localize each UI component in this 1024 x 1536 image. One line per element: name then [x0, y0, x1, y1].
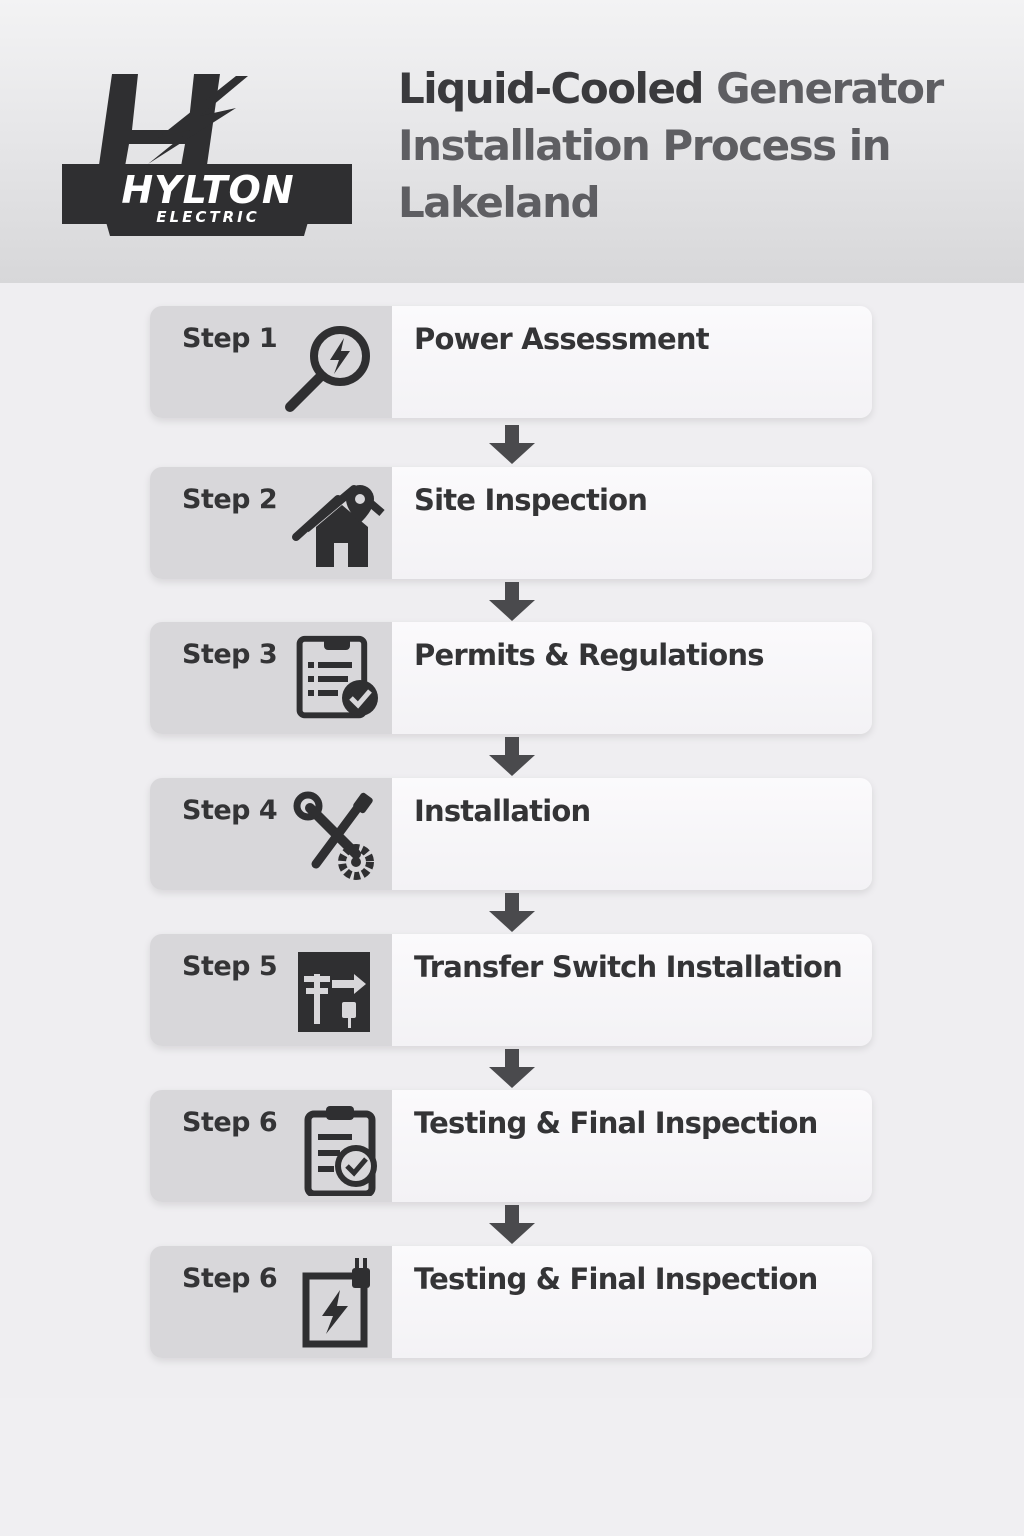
footer: [0, 1398, 1024, 1536]
logo-brand-text: HYLTON: [121, 168, 295, 212]
clipboard-check-icon: [276, 632, 386, 728]
step-title: Testing & Final Inspection: [414, 1262, 818, 1296]
down-arrow-icon: [487, 1203, 537, 1245]
step-label: Step 4: [182, 795, 278, 826]
step-card-7: [150, 1246, 872, 1358]
step-title: Power Assessment: [414, 322, 709, 356]
step-label-panel: [150, 1246, 392, 1358]
step-title-panel: [392, 1246, 872, 1358]
header: [0, 0, 1024, 283]
tools-gear-icon: [276, 788, 386, 884]
step-label: Step 1: [182, 323, 278, 354]
step-title: Permits & Regulations: [414, 638, 764, 672]
step-label-panel: [150, 306, 392, 418]
title-part-1: Liquid-Cooled: [398, 64, 703, 113]
down-arrow-icon: [487, 580, 537, 622]
page-title: [398, 60, 998, 231]
step-label: Step 5: [182, 951, 278, 982]
step-title-panel: [392, 306, 872, 418]
power-plug-icon: [276, 1256, 386, 1352]
step-card-3: [150, 622, 872, 734]
clipboard-check-icon: [276, 1100, 386, 1196]
hylton-electric-logo: [60, 72, 356, 240]
down-arrow-icon: [487, 1047, 537, 1089]
step-label: Step 3: [182, 639, 278, 670]
step-label-panel: [150, 1090, 392, 1202]
step-card-2: [150, 467, 872, 579]
step-label-panel: [150, 934, 392, 1046]
step-label: Step 6: [182, 1263, 278, 1294]
step-title: Installation: [414, 794, 591, 828]
step-title-panel: [392, 467, 872, 579]
house-location-icon: [276, 477, 386, 573]
step-title: Site Inspection: [414, 483, 648, 517]
step-title-panel: [392, 622, 872, 734]
step-card-1: [150, 306, 872, 418]
magnifier-bolt-icon: [276, 316, 386, 412]
down-arrow-icon: [487, 891, 537, 933]
step-title-panel: [392, 1090, 872, 1202]
down-arrow-icon: [487, 423, 537, 465]
step-title-panel: [392, 934, 872, 1046]
step-label: Step 6: [182, 1107, 278, 1138]
step-card-5: [150, 934, 872, 1046]
step-label-panel: [150, 467, 392, 579]
step-title-panel: [392, 778, 872, 890]
step-card-6: [150, 1090, 872, 1202]
down-arrow-icon: [487, 735, 537, 777]
step-label-panel: [150, 622, 392, 734]
step-label: Step 2: [182, 484, 278, 515]
step-card-4: [150, 778, 872, 890]
transfer-switch-icon: [276, 944, 386, 1040]
step-label-panel: [150, 778, 392, 890]
step-title: Transfer Switch Installation: [414, 950, 843, 984]
step-title: Testing & Final Inspection: [414, 1106, 818, 1140]
logo-sub-text: ELECTRIC: [156, 208, 260, 226]
title-part-2: Generator Installation Process in Lakeland: [398, 64, 943, 227]
